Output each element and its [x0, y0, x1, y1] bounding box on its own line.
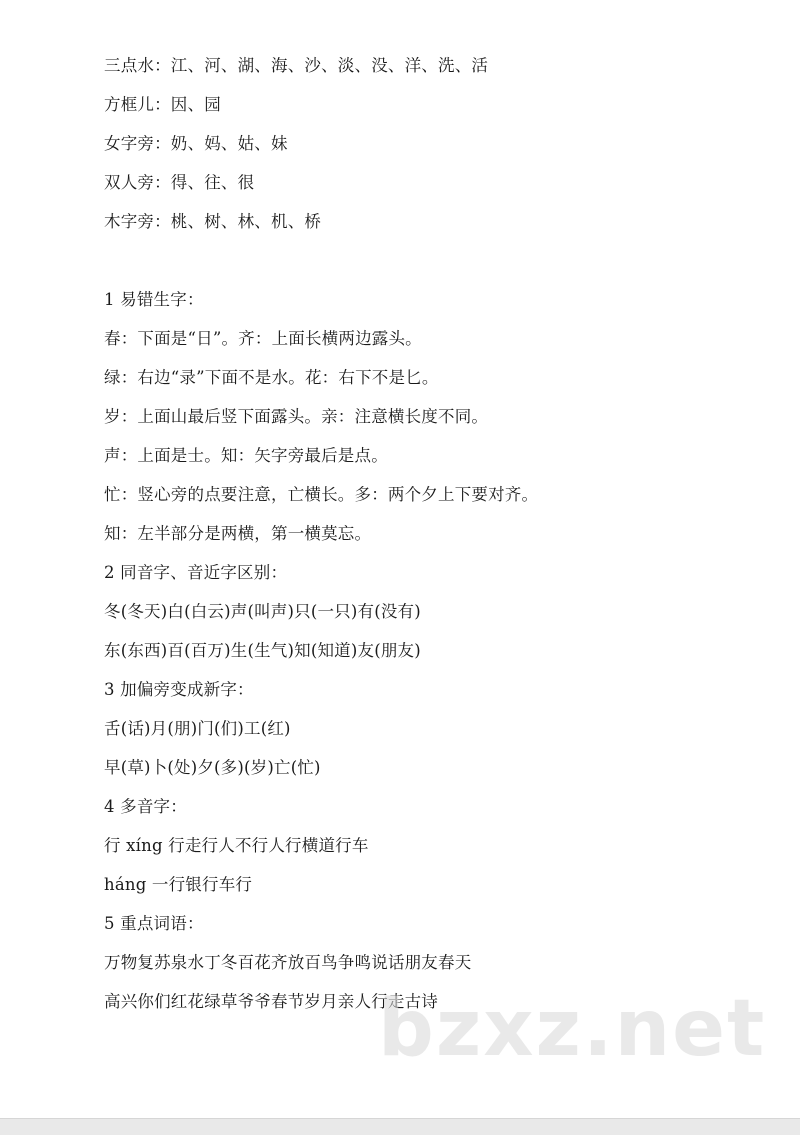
section-heading-add-radical: 3 加偏旁变成新字： — [104, 680, 254, 699]
section-heading-key-words: 5 重点词语： — [104, 914, 204, 933]
radical-line-wood: 木字旁：桃、树、林、机、桥 — [104, 212, 322, 231]
text-line: 万物复苏泉水丁冬百花齐放百鸟争鸣说话朋友春天 — [104, 953, 472, 972]
text-line: 早(草)卜(处)夕(多)(岁)亡(忙) — [104, 758, 321, 777]
radical-line-frame: 方框儿：因、园 — [104, 95, 221, 114]
page-bottom-edge — [0, 1118, 800, 1135]
text-line: 绿：右边“录”下面不是水。花：右下不是匕。 — [104, 368, 439, 387]
text-line: 舌(话)月(朋)门(们)工(红) — [104, 719, 291, 738]
text-line: 春：下面是“日”。齐：上面长横两边露头。 — [104, 329, 422, 348]
text-line: 声：上面是士。知：矢字旁最后是点。 — [104, 446, 388, 465]
watermark: bzxz.net — [378, 984, 767, 1074]
section-heading-error-prone: 1 易错生字： — [104, 290, 204, 309]
section-heading-polyphones: 4 多音字： — [104, 797, 187, 816]
text-line: 忙：竖心旁的点要注意，亡横长。多：两个夕上下要对齐。 — [104, 485, 539, 504]
text-line: 知：左半部分是两横，第一横莫忘。 — [104, 524, 372, 543]
text-line: 岁：上面山最后竖下面露头。亲：注意横长度不同。 — [104, 407, 489, 426]
text-line: 高兴你们红花绿草爷爷春节岁月亲人行走古诗 — [104, 992, 438, 1011]
text-line: 行 xíng 行走行人不行人行横道行车 — [104, 836, 369, 855]
text-line: 冬(冬天)白(白云)声(叫声)只(一只)有(没有) — [104, 602, 421, 621]
radical-line-woman: 女字旁：奶、妈、姑、妹 — [104, 134, 288, 153]
text-line: 东(东西)百(百万)生(生气)知(知道)友(朋友) — [104, 641, 421, 660]
text-line: háng 一行银行车行 — [104, 875, 253, 894]
radical-line-water: 三点水：江、河、湖、海、沙、淡、没、洋、洗、活 — [104, 56, 489, 75]
section-heading-homophones: 2 同音字、音近字区别： — [104, 563, 288, 582]
radical-line-double-person: 双人旁：得、往、很 — [104, 173, 255, 192]
document-body — [104, 52, 764, 1027]
